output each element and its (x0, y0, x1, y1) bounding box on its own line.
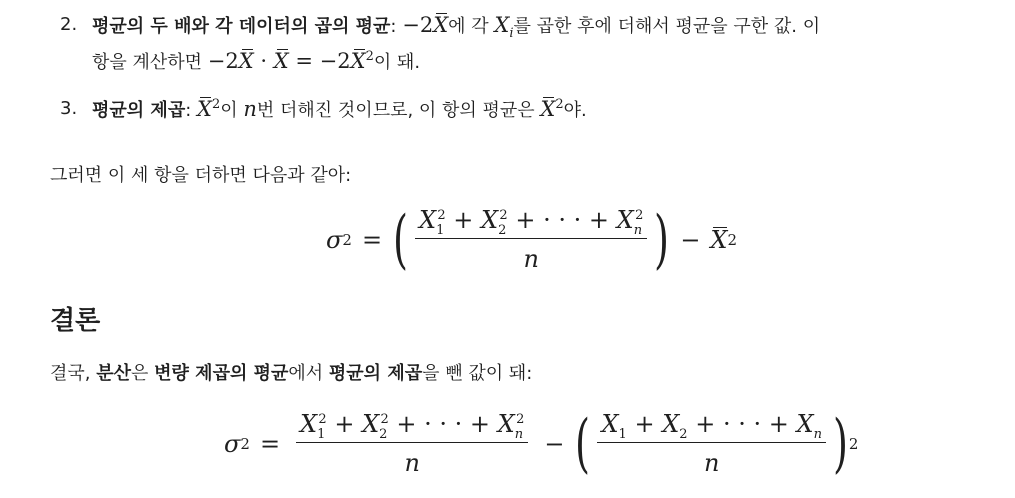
math-xi: $X_i$ (494, 13, 514, 42)
list-number-3: 3. (60, 98, 78, 119)
math-product: $-2X \cdot X = -2X^2$ (207, 49, 374, 73)
list-number-2: 2. (60, 14, 78, 35)
variance-equation-2: σ 2 = $\frac{X_1^2 + X_2^2 + \cdot \cdot \cdot + X_n^2}{n}$ − ( $\frac{X_1 + X_2 + \cdot \cdot \cdot + X_n}{n}$ ) 2 (224, 406, 859, 481)
paragraph-2: 결국, 분산은 변량 제곱의 평균에서 평균의 제곱을 뺀 값이 돼: (50, 363, 533, 384)
item-3-line: 평균의 제곱: $X^2$이 n번 더해진 것이므로, 이 항의 평균은 $X^2$야. (92, 97, 587, 121)
item-2-bold: 평균의 두 배와 각 데이터의 곱의 평균 (92, 16, 391, 37)
paragraph-1: 그러면 이 세 항을 더하면 다음과 같아: (50, 165, 352, 186)
math-neg-2xbar: −2X (402, 13, 449, 37)
item-3-bold: 평균의 제곱 (92, 100, 186, 121)
variance-equation-1: σ 2 = ( $\frac{X_1^2 + X_2^2 + \cdot \cdot \cdot + X_n^2}{n}$ ) − X 2 (326, 202, 738, 277)
item-2-line-2: 항을 계산하면 $-2X \cdot X = -2X^2$이 돼. (92, 49, 421, 73)
item-2-line-1: 평균의 두 배와 각 데이터의 곱의 평균: −2X에 각 $X_i$를 곱한 후에 더해서 평균을 구한 값. 이 (92, 13, 821, 42)
section-heading: 결론 (50, 306, 101, 336)
